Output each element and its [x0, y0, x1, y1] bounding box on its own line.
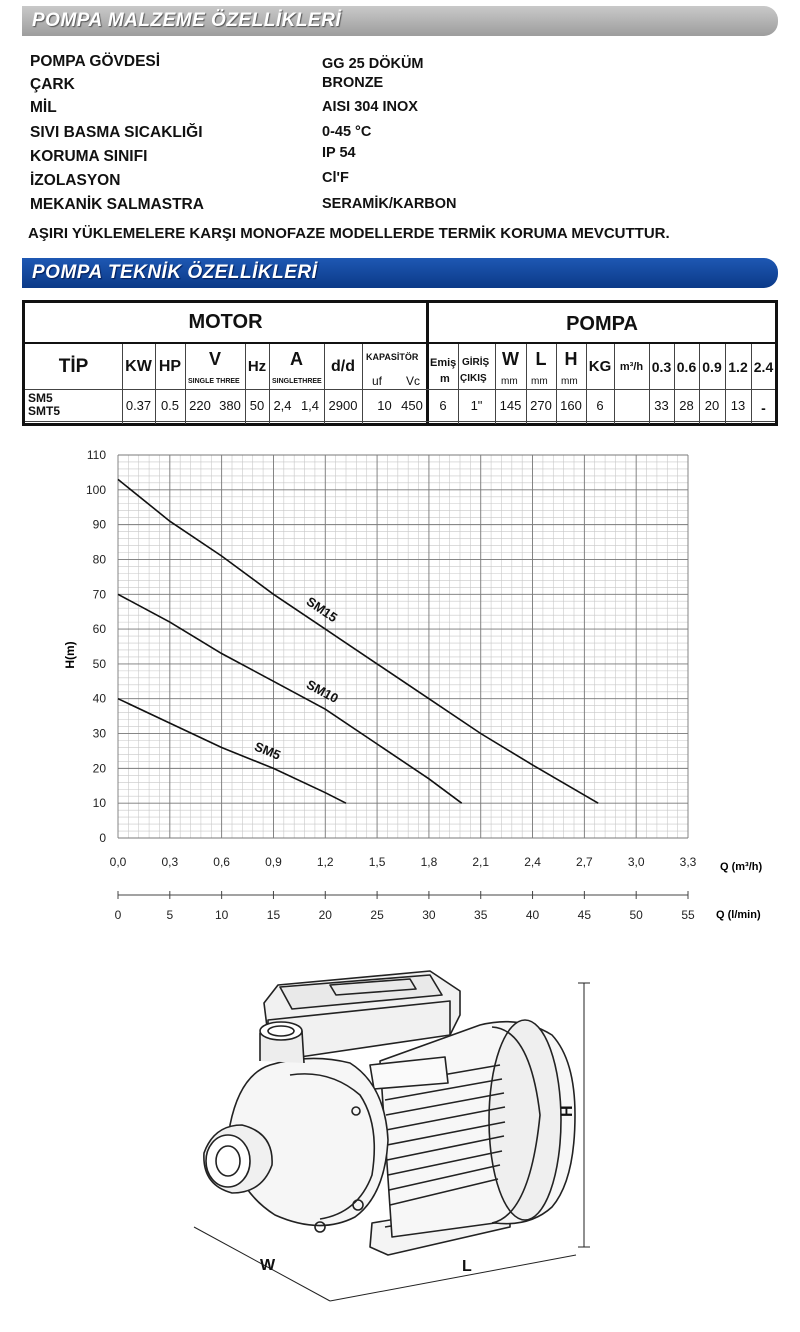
x2-tick-label: 0	[114, 908, 122, 922]
uf-value: 10	[377, 398, 392, 413]
grid-minor	[118, 455, 688, 838]
w-value: 145	[499, 398, 522, 413]
tip-header: TİP	[58, 355, 89, 377]
pump-drawing	[180, 965, 600, 1315]
flow-header: 0.3	[651, 358, 672, 375]
m3h-header: m³/h	[619, 360, 644, 373]
pompa-header: POMPA	[566, 312, 638, 335]
x2-tick-label: 35	[474, 908, 488, 922]
grid-major	[118, 455, 688, 838]
head-value: 28	[679, 398, 694, 413]
a-single-value: 2,4	[273, 398, 292, 413]
x2-tick-label: 25	[370, 908, 384, 922]
head-value: 13	[730, 398, 746, 413]
v-single-value: 220	[189, 398, 211, 413]
y-axis-label: H(m)	[63, 641, 77, 669]
dimension-h-label: H	[559, 1105, 576, 1117]
vc-value: 450	[401, 398, 423, 413]
y-tick-label: 100	[85, 482, 106, 497]
y-tick-label: 0	[99, 831, 106, 845]
flow-header: 1.2	[728, 358, 748, 375]
flow-header: 0.9	[702, 358, 722, 375]
v-three-value: 380	[219, 398, 241, 413]
motor-header: MOTOR	[188, 310, 263, 333]
materials-title-band	[22, 6, 778, 36]
v-header: V	[208, 348, 221, 369]
x-tick-label: 0,9	[265, 855, 282, 869]
series-label-sm15: SM15	[303, 593, 341, 626]
a-three-label: THREE	[298, 378, 322, 385]
x-tick-label: 0,3	[161, 855, 179, 869]
x2-tick-label: 5	[166, 908, 174, 922]
l-value: 270	[530, 398, 552, 413]
technical-title-band	[22, 258, 778, 288]
kapasitor-header: KAPASİTÖR	[366, 352, 419, 362]
y-tick-label: 40	[92, 691, 106, 706]
h-unit: mm	[561, 376, 578, 387]
x-tick-label: 2,4	[524, 855, 541, 869]
series-label-sm10: SM10	[303, 676, 341, 706]
x-tick-label: 2,7	[576, 855, 593, 869]
uf-label: uf	[372, 374, 383, 388]
w-unit: mm	[501, 376, 518, 387]
pump-body	[204, 971, 575, 1255]
x2-axis	[115, 891, 695, 922]
vc-label: Vc	[406, 374, 421, 388]
x2-tick-label: 50	[629, 908, 643, 922]
x2-tick-label: 55	[681, 908, 695, 922]
dd-value: 2900	[328, 398, 358, 413]
kw-value: 0.37	[125, 398, 152, 413]
y-axis-ticks	[86, 448, 106, 845]
x-tick-label: 0,0	[109, 855, 127, 869]
hz-value: 50	[249, 398, 265, 413]
tip-value-1: SM5	[28, 391, 53, 405]
flow-header: 2.4	[753, 358, 774, 375]
kw-header: KW	[125, 357, 152, 375]
x2-tick-label: 15	[266, 908, 281, 922]
kg-header: KG	[588, 358, 612, 375]
x-axis-label: Q (m³/h)	[720, 861, 763, 873]
a-three-value: 1,4	[300, 398, 320, 413]
y-tick-label: 20	[92, 761, 106, 776]
x2-tick-label: 10	[214, 908, 229, 922]
x2-tick-label: 45	[577, 908, 592, 922]
emis-unit: m	[440, 373, 450, 385]
technical-title: POMPA TEKNİK ÖZELLİKLERİ	[32, 262, 318, 283]
series-label-sm5: SM5	[252, 738, 283, 763]
dimension-w-label: W	[260, 1257, 276, 1274]
head-value: -	[761, 399, 766, 416]
x-tick-label: 0,6	[213, 855, 230, 869]
thermal-protection-note: AŞIRI YÜKLEMELERE KARŞI MONOFAZE MODELLERDE TERMİK KORUMA MEVCUTTUR.	[28, 225, 670, 242]
y-tick-label: 10	[92, 796, 106, 811]
head-value: 33	[654, 398, 669, 413]
emis-value: 6	[439, 398, 447, 413]
x2-axis-label: Q (l/min)	[716, 909, 761, 921]
y-tick-label: 60	[92, 622, 106, 637]
x2-tick-label: 30	[422, 908, 436, 922]
l-unit: mm	[531, 376, 548, 387]
v-single-label: SINGLE	[188, 378, 215, 385]
giris-header: GİRİŞ	[462, 357, 490, 368]
x-tick-label: 1,8	[420, 855, 438, 869]
h-header: H	[564, 348, 578, 369]
spec-table	[22, 300, 778, 426]
dimension-l-label: L	[462, 1258, 472, 1275]
y-tick-label: 70	[92, 587, 106, 602]
dd-header: d/d	[331, 357, 355, 375]
emis-header: Emiş	[430, 357, 457, 369]
a-single-label: SINGLE	[272, 378, 299, 385]
head-value: 20	[704, 398, 720, 413]
y-tick-label: 90	[92, 517, 106, 532]
giris-value: 1"	[470, 398, 483, 413]
kg-value: 6	[596, 398, 604, 413]
y-tick-label: 80	[92, 552, 106, 567]
x-tick-label: 1,2	[316, 855, 334, 869]
h-value: 160	[560, 398, 582, 413]
a-header: A	[290, 348, 303, 369]
flow-header: 0.6	[676, 358, 697, 375]
row-divider	[25, 421, 775, 422]
l-header: L	[535, 348, 547, 369]
tip-value-2: SMT5	[28, 404, 61, 418]
performance-chart	[0, 440, 800, 940]
x-tick-label: 2,1	[472, 855, 490, 869]
y-tick-label: 110	[86, 448, 106, 462]
cikis-header: ÇIKIŞ	[460, 373, 487, 384]
x2-tick-label: 20	[318, 908, 332, 922]
x-axis-ticks	[110, 855, 697, 869]
hp-value: 0.5	[160, 398, 180, 413]
x-tick-label: 3,0	[627, 855, 645, 869]
materials-title: POMPA MALZEME ÖZELLİKLERİ	[32, 10, 342, 31]
y-tick-label: 50	[92, 656, 106, 671]
w-header: W	[502, 348, 519, 369]
x2-tick-label: 40	[525, 908, 540, 922]
hz-header: Hz	[247, 358, 267, 375]
y-tick-label: 30	[92, 726, 106, 741]
v-three-label: THREE	[216, 378, 240, 385]
hp-header: HP	[158, 357, 182, 375]
x-tick-label: 1,5	[368, 855, 386, 869]
x-tick-label: 3,3	[679, 855, 697, 869]
